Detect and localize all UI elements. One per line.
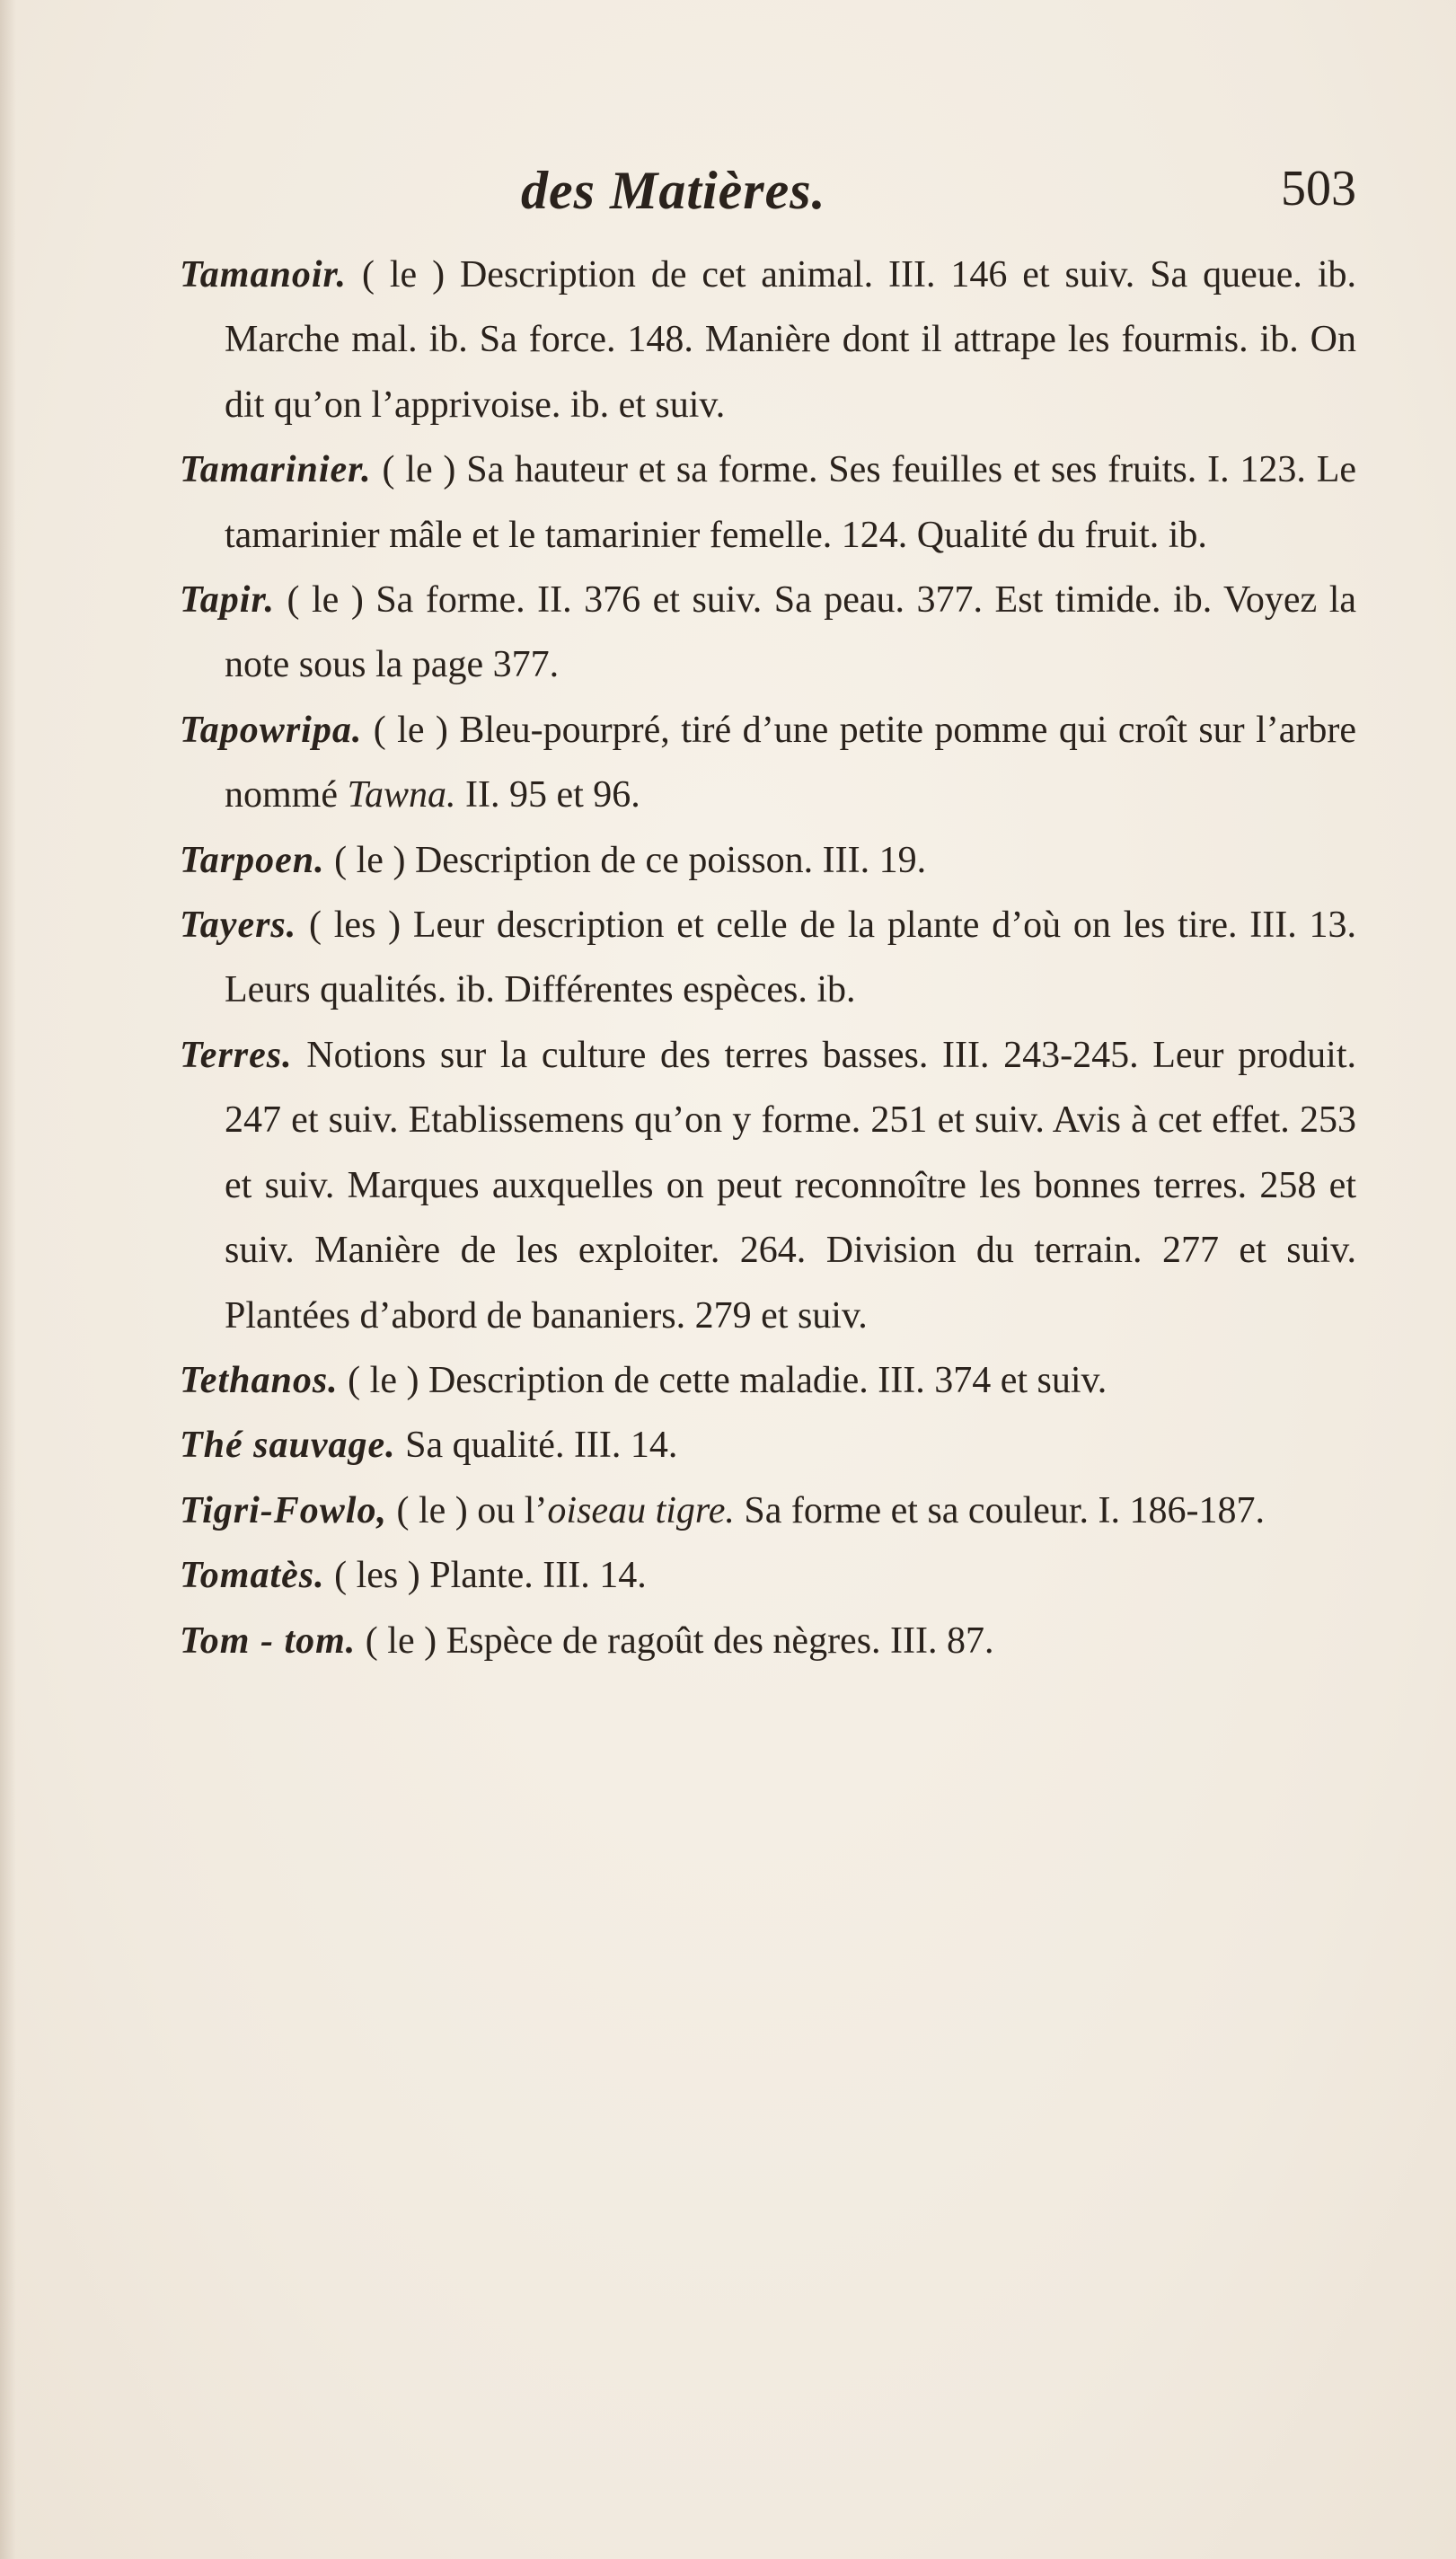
entry-headword: Tayers. (180, 904, 297, 947)
entry-text: Sa qualité. III. 14. (395, 1425, 678, 1467)
entry-text: Notions sur la culture des terres basses. III. 243-245. Leur produit. 247 et suiv. Etablissemens qu’on y forme. 251 et suiv. Avis à cet effet. 253 et suiv. Marques auxquelles on peut reconnoître les bonnes terres. 258 et suiv. Manière de les exploiter. 264. Division du terrain. 277 et suiv. Plantées d’abord de bananiers. 279 et suiv. (225, 1034, 1356, 1337)
entry-text: Sa forme et sa couleur. I. 186-187. (734, 1489, 1266, 1531)
entry-headword: Tom - tom. (180, 1619, 357, 1662)
index-entry (180, 893, 1356, 1023)
entry-text: ( les ) Plante. III. 14. (324, 1555, 647, 1597)
entry-italic-term: oiseau tigre. (547, 1489, 735, 1531)
running-title: des Matières. (521, 161, 826, 220)
index-entry (180, 1023, 1356, 1348)
index-entry (180, 568, 1356, 698)
entry-text: ( le ) Description de ce poisson. III. 19. (324, 839, 927, 881)
entry-headword: Tomatès. (180, 1555, 325, 1597)
index-entry (180, 243, 1356, 437)
index-entry (180, 698, 1356, 828)
entry-headword: Tamanoir. (180, 254, 348, 296)
entry-headword: Tamarinier. (180, 449, 372, 491)
entry-text: ( le ) Bleu-pourpré, tiré d’une petite pomme qui croît sur l’arbre nommé (225, 709, 1356, 816)
entry-text: II. 95 et 96. (455, 774, 640, 816)
entry-italic-term: Tawna. (347, 774, 456, 816)
entry-headword: Tarpoen. (180, 839, 325, 881)
index-entries (180, 243, 1356, 1673)
index-entry (180, 1543, 1356, 1608)
index-entry (180, 1413, 1356, 1478)
entry-text: ( le ) Description de cette maladie. III. 374 et suiv. (338, 1359, 1107, 1401)
page-gutter-shadow (0, 0, 16, 2559)
index-entry (180, 437, 1356, 568)
entry-text: ( le ) Sa hauteur et sa forme. Ses feuilles et ses fruits. I. 123. Le tamarinier mâle et le tamarinier femelle. 124. Qualité du fruit. ib. (225, 449, 1356, 556)
entry-text: ( le ) ou l’ (386, 1489, 548, 1531)
index-entry (180, 1348, 1356, 1413)
entry-text: ( les ) Leur description et celle de la plante d’où on les tire. III. 13. Leurs qualités. ib. Différentes espèces. ib. (225, 904, 1356, 1011)
entry-text: ( le ) Sa forme. II. 376 et suiv. Sa peau. 377. Est timide. ib. Voyez la note sous la page 377. (225, 579, 1356, 686)
entry-text: ( le ) Espèce de ragoût des nègres. III. 87. (356, 1619, 994, 1662)
index-entry (180, 828, 1356, 893)
entry-headword: Tigri-Fowlo, (180, 1489, 387, 1531)
entry-headword: Tapir. (180, 579, 275, 622)
entry-text: ( le ) Description de cet animal. III. 146 et suiv. Sa queue. ib. Marche mal. ib. Sa force. 148. Manière dont il attrape les fourmis. ib. On dit qu’on l’apprivoise. ib. et suiv. (225, 254, 1356, 426)
entry-headword: Tethanos. (180, 1359, 339, 1401)
entry-headword: Terres. (180, 1034, 293, 1076)
index-entry (180, 1609, 1356, 1673)
entry-headword: Tapowripa. (180, 709, 363, 751)
entry-headword: Thé sauvage. (180, 1425, 396, 1467)
index-entry (180, 1478, 1356, 1543)
page-number: 503 (1281, 161, 1356, 216)
